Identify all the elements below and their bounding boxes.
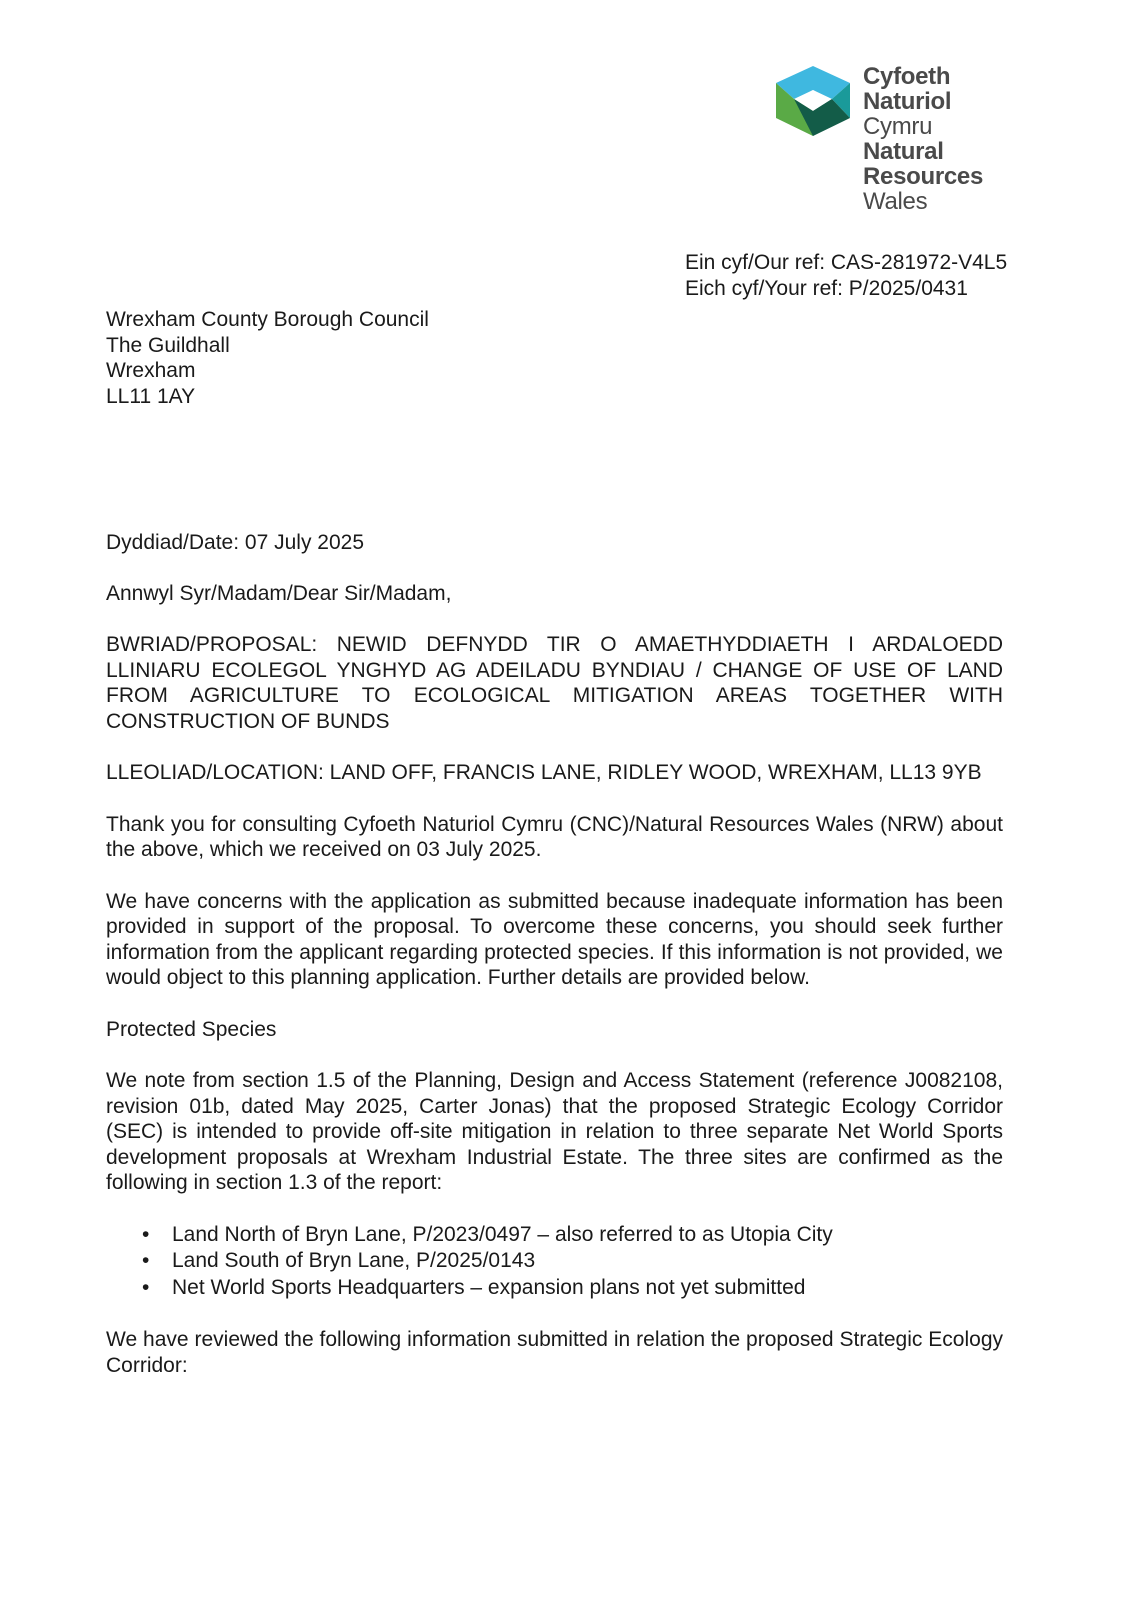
your-ref: Eich cyf/Your ref: P/2025/0431 bbox=[685, 277, 968, 300]
nrw-logo bbox=[776, 64, 1016, 214]
sites-list bbox=[106, 1222, 1003, 1302]
logo-line-1: Cyfoeth bbox=[863, 63, 951, 90]
section-heading-protected-species: Protected Species bbox=[106, 1017, 277, 1041]
letter-body bbox=[106, 530, 1003, 1404]
recipient-address bbox=[106, 307, 429, 409]
address-line-4: LL11 1AY bbox=[106, 384, 196, 408]
location-heading: LLEOLIAD/LOCATION: LAND OFF, FRANCIS LANE, RIDLEY WOOD, WREXHAM, LL13 9YB bbox=[106, 761, 982, 784]
reference-block bbox=[685, 250, 1007, 302]
list-item: • Land North of Bryn Lane, P/2023/0497 – also referred to as Utopia City bbox=[172, 1222, 1003, 1249]
paragraph-concerns: We have concerns with the application as submitted because inadequate information has been provided in support of the proposal. To overcome these concerns, you should seek further information from the applicant regarding protected species. If this information is not provided, we would object to this planning application. Further details are provided below. bbox=[106, 889, 1003, 989]
our-ref: Ein cyf/Our ref: CAS-281972-V4L5 bbox=[685, 251, 1008, 274]
logo-line-4: Natural bbox=[863, 138, 944, 165]
paragraph-note: We note from section 1.5 of the Planning, Design and Access Statement (reference J0082108, revision 01b, dated May 2025, Carter Jonas) that the proposed Strategic Ecology Corridor (SEC) is intended to provide off-site mitigation in relation to three separate Net World Sports development proposals at Wrexham Industrial Estate. The three sites are confirmed as the following in section 1.3 of the report: bbox=[106, 1069, 1003, 1194]
paragraph-reviewed: We have reviewed the following information submitted in relation the proposed Strategic Ecology Corridor: bbox=[106, 1328, 1003, 1377]
nrw-wordmark bbox=[863, 64, 983, 214]
address-line-2: The Guildhall bbox=[106, 333, 230, 357]
salutation: Annwyl Syr/Madam/Dear Sir/Madam, bbox=[106, 581, 452, 605]
paragraph-thanks: Thank you for consulting Cyfoeth Naturiol Cymru (CNC)/Natural Resources Wales (NRW) about the above, which we received on 03 July 2025. bbox=[106, 812, 1003, 861]
list-item: • Net World Sports Headquarters – expansion plans not yet submitted bbox=[172, 1275, 1003, 1302]
logo-line-5: Resources bbox=[863, 163, 984, 190]
list-item: • Land South of Bryn Lane, P/2025/0143 bbox=[172, 1248, 1003, 1275]
logo-line-2: Naturiol bbox=[863, 88, 952, 115]
logo-line-6: Wales bbox=[863, 188, 928, 215]
address-line-3: Wrexham bbox=[106, 359, 196, 382]
letter-date: Dyddiad/Date: 07 July 2025 bbox=[106, 531, 364, 554]
nrw-hexagon-icon bbox=[776, 66, 850, 136]
address-line-1: Wrexham County Borough Council bbox=[106, 308, 429, 331]
logo-line-3: Cymru bbox=[863, 113, 933, 140]
proposal-heading: BWRIAD/PROPOSAL: NEWID DEFNYDD TIR O AMAETHYDDIAETH I ARDALOEDD LLINIARU ECOLEGOL YNGHYD AG ADEILADU BYNDIAU / CHANGE OF USE OF LAND FROM AGRICULTURE TO ECOLOGICAL MITIGATION AREAS TOGETHER WITH CONSTRUCTION OF BUNDS bbox=[106, 633, 1003, 733]
